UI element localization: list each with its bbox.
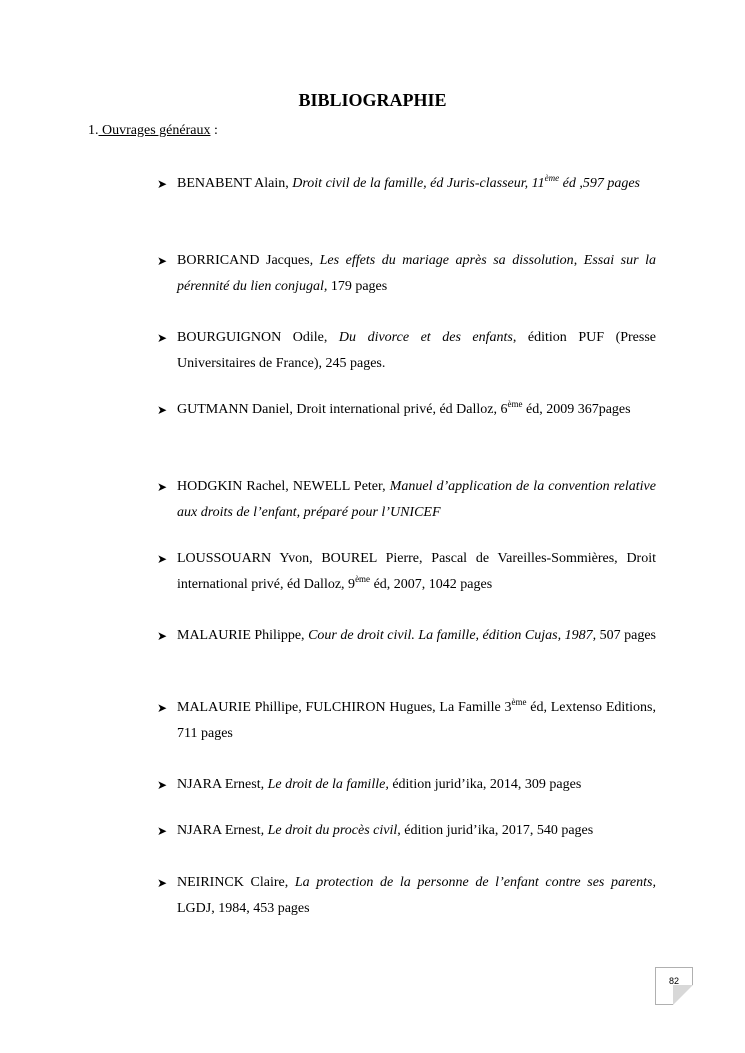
section-number: 1. bbox=[88, 123, 99, 138]
arrow-bullet-icon: ➤ bbox=[157, 552, 168, 566]
entry-text: BORRICAND Jacques, Les effets du mariage après sa dissolution, Essai sur la pérennité du lien conjugal, 179 pages bbox=[177, 253, 657, 294]
entry-text: NEIRINCK Claire, La protection de la personne de l’enfant contre ses parents, LGDJ, 1984, 453 pages bbox=[177, 875, 656, 916]
entry-text: HODGKIN Rachel, NEWELL Peter, Manuel d’application de la convention relative aux droits de l’enfant, préparé pour l’UNICEF bbox=[177, 479, 656, 520]
arrow-bullet-icon: ➤ bbox=[157, 876, 168, 890]
arrow-bullet-icon: ➤ bbox=[157, 629, 168, 643]
arrow-bullet-icon: ➤ bbox=[157, 254, 168, 268]
page-title: BIBLIOGRAPHIE bbox=[298, 90, 447, 110]
entry-text: BOURGUIGNON Odile, Du divorce et des enfants, édition PUF (Presse Universitaires de France), 245 pages. bbox=[177, 330, 657, 371]
entry-text: MALAURIE Philippe, Cour de droit civil. La famille, édition Cujas, 1987, 507 pages bbox=[177, 628, 656, 643]
bibliography-entry bbox=[157, 772, 656, 798]
bibliography-entry bbox=[157, 325, 656, 377]
bibliography-entry bbox=[157, 171, 656, 197]
arrow-bullet-icon: ➤ bbox=[157, 824, 168, 838]
arrow-bullet-icon: ➤ bbox=[157, 480, 168, 494]
entry-text: MALAURIE Phillipe, FULCHIRON Hugues, La Famille 3ème éd, Lextenso Editions, 711 pages bbox=[177, 697, 656, 741]
bibliography-entry bbox=[157, 870, 656, 922]
entry-text: GUTMANN Daniel, Droit international privé, éd Dalloz, 6ème éd, 2009 367pages bbox=[177, 399, 631, 417]
page-number: 82 bbox=[668, 976, 679, 986]
bibliography-entry bbox=[157, 546, 656, 598]
bibliography-entry bbox=[157, 818, 656, 844]
bibliography-entry bbox=[157, 397, 656, 423]
arrow-bullet-icon: ➤ bbox=[157, 331, 168, 345]
bibliography-entry bbox=[157, 623, 656, 649]
section-heading bbox=[88, 123, 218, 139]
arrow-bullet-icon: ➤ bbox=[157, 403, 168, 417]
bibliography-entry bbox=[157, 695, 656, 747]
page-number-box bbox=[655, 967, 693, 1005]
entry-text: NJARA Ernest, Le droit de la famille, édition jurid’ika, 2014, 309 pages bbox=[177, 777, 582, 792]
arrow-bullet-icon: ➤ bbox=[157, 177, 168, 191]
entry-text: NJARA Ernest, Le droit du procès civil, édition jurid’ika, 2017, 540 pages bbox=[177, 823, 594, 838]
bibliography-entry bbox=[157, 474, 656, 526]
section-suffix: : bbox=[210, 123, 218, 138]
arrow-bullet-icon: ➤ bbox=[157, 778, 168, 792]
entry-text: LOUSSOUARN Yvon, BOUREL Pierre, Pascal de Vareilles-Sommières, Droit international privé, éd Dalloz, 9ème éd, 2007, 1042 pages bbox=[177, 551, 656, 592]
arrow-bullet-icon: ➤ bbox=[157, 701, 168, 715]
page-curl-icon bbox=[673, 985, 693, 1005]
section-title: Ouvrages généraux bbox=[98, 123, 211, 138]
bibliography-entry bbox=[157, 248, 656, 300]
entry-text: BENABENT Alain, Droit civil de la famille, éd Juris-classeur, 11ème éd ,597 pages bbox=[177, 173, 640, 191]
